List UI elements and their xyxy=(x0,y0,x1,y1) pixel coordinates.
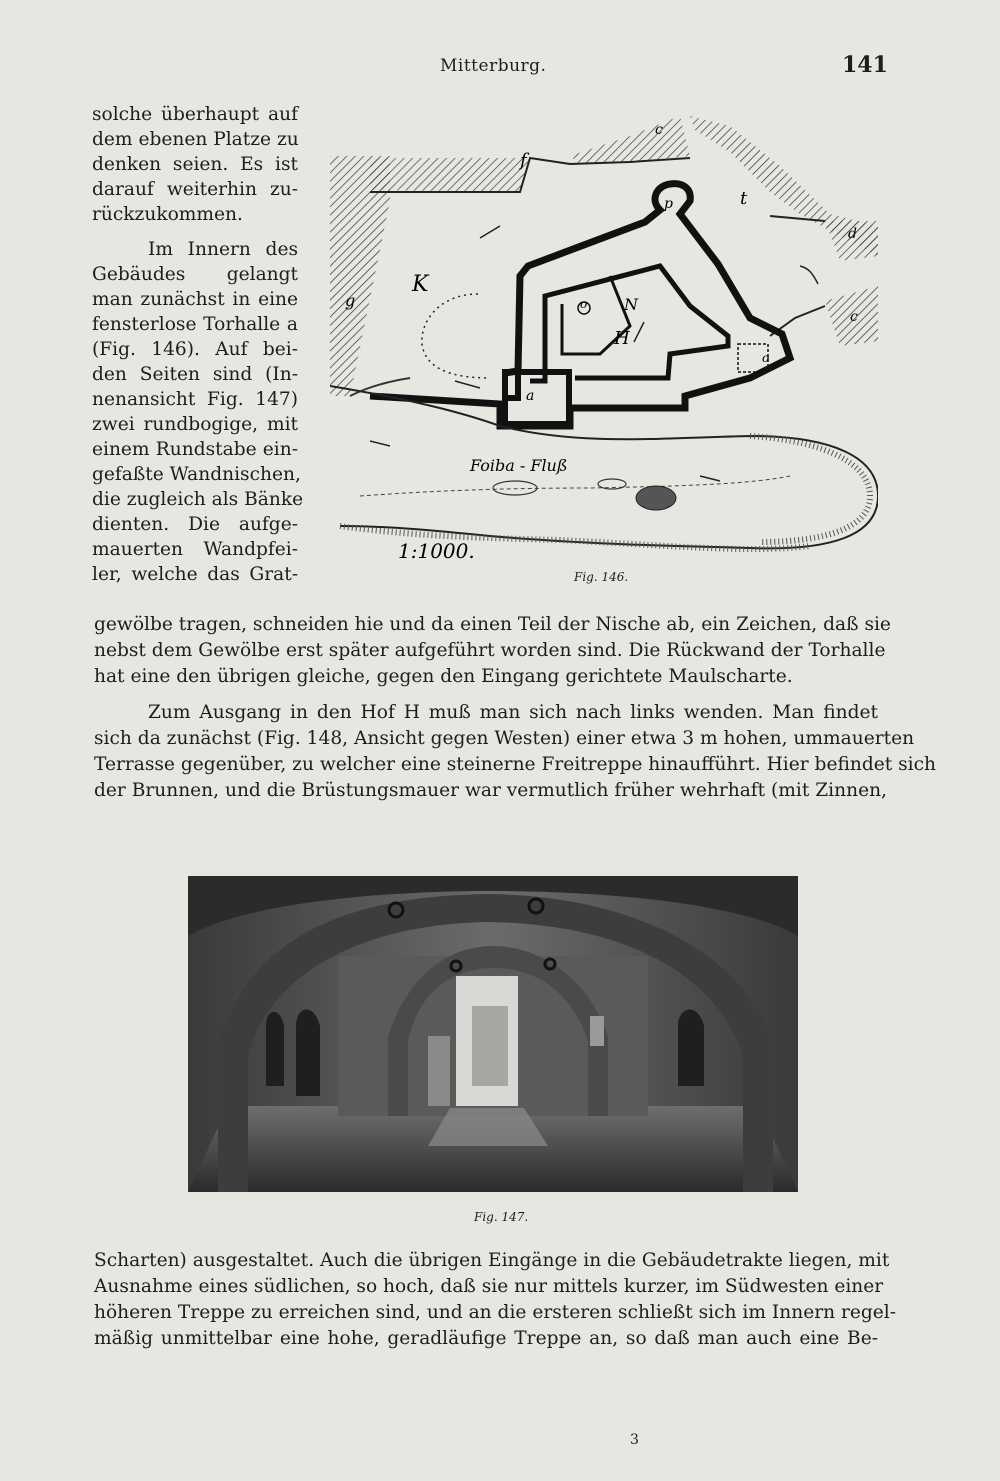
text-line: man zunächst in eine xyxy=(92,289,298,310)
text-line: höheren Treppe zu erreichen sind, und an die ersteren schließt sich im Innern regel- xyxy=(94,1302,897,1323)
plan-label: t xyxy=(740,188,748,209)
text-line: sich da zunächst (Fig. 148, Ansicht gegen Westen) einer etwa 3 m hohen, ummauerten xyxy=(94,728,915,749)
wall-niche xyxy=(266,1012,284,1086)
text-line: Gebäudes gelangt xyxy=(92,264,298,285)
text-line: die zugleich als Bänke xyxy=(92,489,304,510)
text-line: ler, welche das Grat- xyxy=(92,564,298,585)
floor-plan-figure xyxy=(330,96,878,566)
text-line: darauf weiterhin zu- xyxy=(92,179,298,200)
plan-label: N xyxy=(624,295,638,314)
text-line: (Fig. 146). Auf bei- xyxy=(92,339,298,360)
text-line: Terrasse gegenüber, zu welcher eine steinerne Freitreppe hinaufführt. Hier befindet sich xyxy=(94,754,936,775)
plan-label: K xyxy=(412,272,429,297)
wall-niche xyxy=(296,1009,320,1096)
page-header xyxy=(0,52,1000,82)
plan-label: c xyxy=(850,309,858,325)
river-label: Foiba - Fluß xyxy=(470,456,568,475)
text-line: Zum Ausgang in den Hof H muß man sich nach links wenden. Man findet xyxy=(148,702,878,723)
text-line: dienten. Die aufge- xyxy=(92,514,298,535)
text-line: dem ebenen Platze zu xyxy=(92,129,299,150)
running-head: Mitterburg. xyxy=(440,56,547,76)
hatched-ground xyxy=(570,116,690,164)
plan-label: d xyxy=(848,226,857,242)
text-line: nebst dem Gewölbe erst später aufgeführt worden sind. Die Rückwand der Torhalle xyxy=(94,640,886,661)
figure-caption: Fig. 146. xyxy=(574,570,629,584)
plan-label: o xyxy=(762,351,770,365)
text-line: Im Innern des xyxy=(148,239,298,260)
figure-caption: Fig. 147. xyxy=(474,1210,529,1224)
signature-mark: 3 xyxy=(630,1432,639,1448)
text-line: der Brunnen, und die Brüstungsmauer war vermutlich früher wehrhaft (mit Zinnen, xyxy=(94,780,887,801)
hatched-ground xyxy=(370,158,530,192)
text-line: solche überhaupt auf xyxy=(92,104,298,125)
text-line: hat eine den übrigen gleiche, gegen den Eingang gerichtete Maulscharte. xyxy=(94,666,793,687)
plan-label: g xyxy=(345,291,356,310)
text-line: gewölbe tragen, schneiden hie und da einen Teil der Nische ab, ein Zeichen, daß sie xyxy=(94,614,891,635)
plan-label: o xyxy=(580,297,588,311)
text-line: zwei rundbogige, mit xyxy=(92,414,298,435)
text-line: rückzukommen. xyxy=(92,204,243,225)
text-line: den Seiten sind (In- xyxy=(92,364,298,385)
text-line: denken seien. Es ist xyxy=(92,154,298,175)
text-line: Scharten) ausgestaltet. Auch die übrigen Eingänge in die Gebäudetrakte liegen, mit xyxy=(94,1250,890,1271)
text-line: Ausnahme eines südlichen, so hoch, daß sie nur mittels kurzer, im Südwesten einer xyxy=(94,1276,884,1297)
plan-label: f xyxy=(520,150,527,171)
text-line: mäßig unmittelbar eine hohe, geradläufige Treppe an, so daß man auch eine Be- xyxy=(94,1328,878,1349)
vault-interior-illustration xyxy=(188,876,798,1192)
wall-niche xyxy=(678,1009,704,1086)
text-line: mauerten Wandpfei- xyxy=(92,539,298,560)
scale-label: 1:1000. xyxy=(398,539,475,563)
text-line: gefaßte Wandnischen, xyxy=(92,464,301,485)
plan-label: p xyxy=(664,196,673,212)
plan-label: H xyxy=(614,328,630,349)
open-door-leaf xyxy=(428,1036,450,1106)
page-number: 141 xyxy=(842,52,888,78)
plan-label: a xyxy=(526,388,535,404)
text-line: einem Rundstabe ein- xyxy=(92,439,298,460)
text-line: nenansicht Fig. 147) xyxy=(92,389,298,410)
text-line: fensterlose Torhalle a xyxy=(92,314,298,335)
plan-label: c xyxy=(655,122,663,138)
